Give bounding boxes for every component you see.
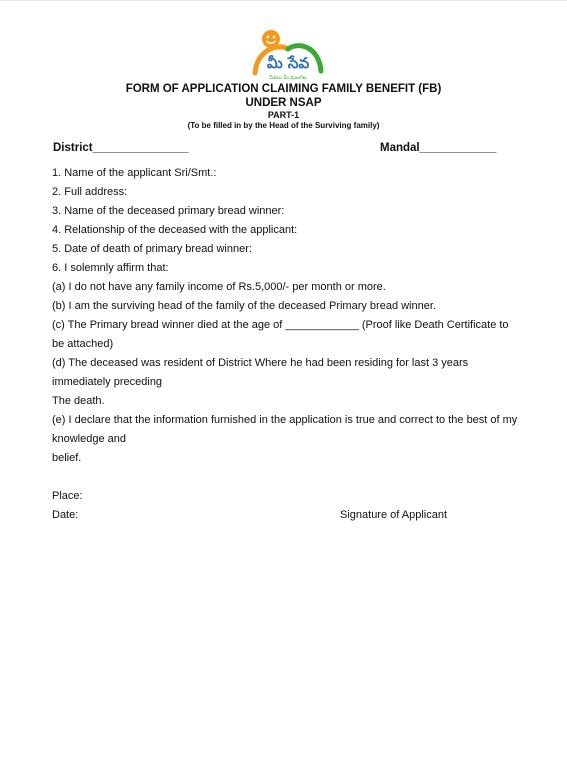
mandal-field: Mandal____________ — [380, 142, 497, 154]
item-deceased-name: 3. Name of the deceased primary bread winner: — [52, 205, 285, 217]
affirm-d-cont2: The death. — [52, 395, 105, 407]
affirm-a: (a) I do not have any family income of Rs.5,000/- per month or more. — [52, 281, 386, 293]
affirm-e-cont: knowledge and — [52, 433, 127, 445]
affirm-b: (b) I am the surviving head of the family of the deceased Primary bread winner. — [52, 300, 436, 312]
item-full-address: 2. Full address: — [52, 186, 128, 198]
item-applicant-name: 1. Name of the applicant Sri/Smt.: — [52, 167, 217, 179]
item-affirmation: 6. I solemnly affirm that: — [52, 262, 169, 274]
affirm-e: (e) I declare that the information furnished in the application is true and correct to the best of my — [52, 414, 518, 426]
fill-instruction: (To be filled in by the Head of the Surviving family) — [187, 120, 380, 130]
affirm-e-cont2: belief. — [52, 452, 82, 464]
item-date-of-death: 5. Date of death of primary bread winner: — [52, 243, 252, 255]
logo-text: మీ సేవ — [266, 54, 310, 72]
place-field: Place: — [52, 490, 83, 502]
form-subtitle: UNDER NSAP — [245, 97, 322, 109]
affirm-d: (d) The deceased was resident of District Where he had been residing for last 3 years — [52, 357, 469, 369]
meeseva-logo — [249, 27, 327, 83]
affirm-c: (c) The Primary bread winner died at the age of ____________ (Proof like Death Certificate to — [52, 319, 509, 331]
district-field: District_______________ — [53, 142, 189, 154]
part-label: PART-1 — [267, 110, 300, 120]
affirm-c-cont: be attached) — [52, 338, 114, 350]
date-field: Date: — [52, 509, 79, 521]
item-relationship: 4. Relationship of the deceased with the applicant: — [52, 224, 298, 236]
signature-label: Signature of Applicant — [340, 509, 448, 521]
affirm-d-cont: immediately preceding — [52, 376, 163, 388]
logo-tagline: సేవలు మీ ముంగిట — [269, 75, 307, 81]
form-title: FORM OF APPLICATION CLAIMING FAMILY BENEFIT (FB) — [125, 83, 442, 95]
